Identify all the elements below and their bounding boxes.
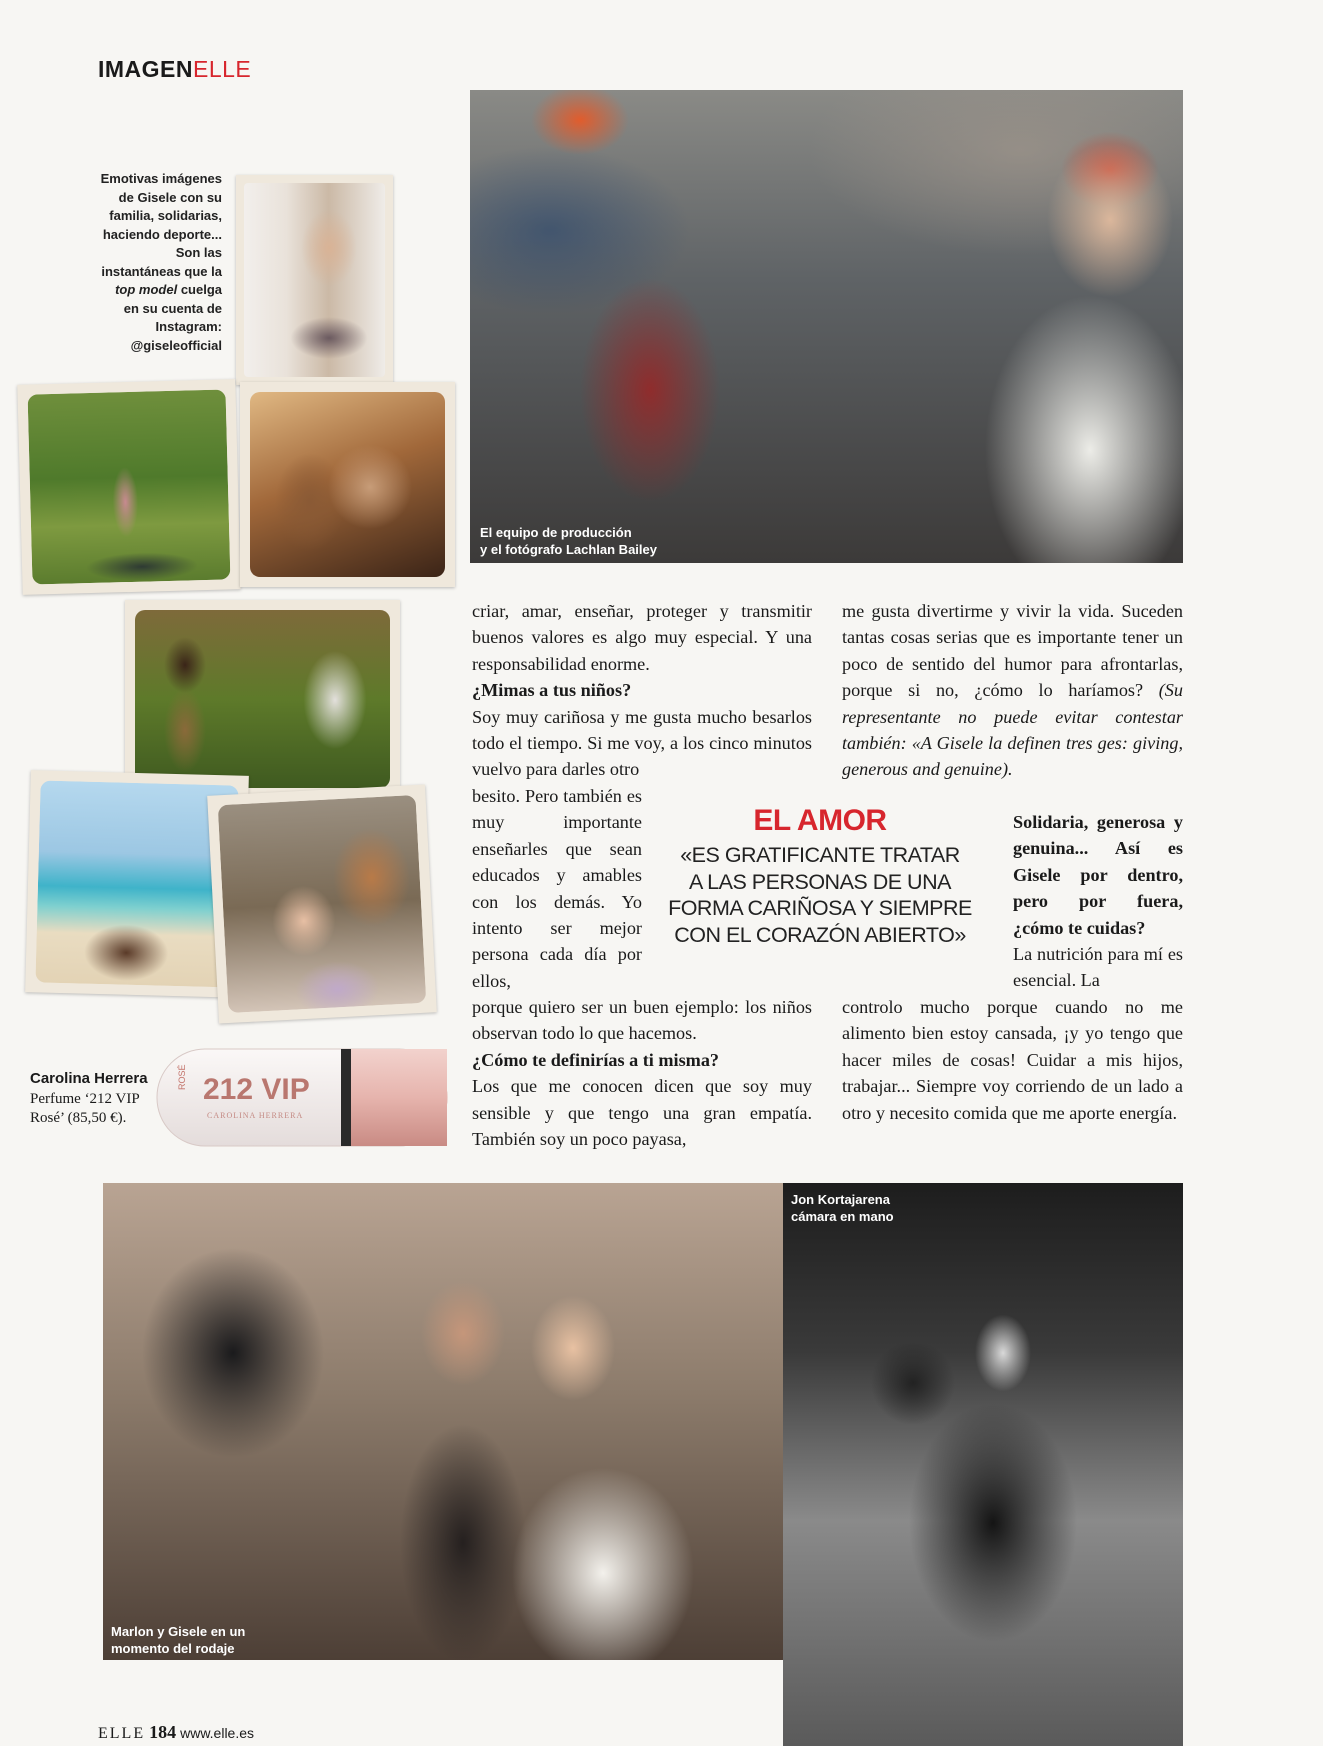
caption-text: Emotivas imágenes de Gisele con su familia, solidarias, haciendo deporte... Son las instantáneas que la [100,171,222,279]
pull-quote-line: FORMA CARIÑOSA Y SIEMPRE [668,896,972,920]
article-column-1 [472,598,812,783]
paragraph [842,598,1183,783]
question: ¿Mimas a tus niños? [472,680,632,701]
photo-production-team [470,90,1183,563]
photo-caption-line: Jon Kortajarena [791,1192,890,1207]
photo-caption-line: cámara en mano [791,1209,894,1224]
perfume-caption [30,1069,158,1129]
question: Solidaria, generosa y genuina... Así es Gisele por dentro, pero por fuera, ¿cómo te cuidas? [1013,812,1183,938]
article-column-2-lower [842,994,1183,1126]
instagram-photo-charity [125,600,400,798]
section-label-brand: ELLE [193,56,252,82]
photo-caption-line: momento del rodaje [111,1641,235,1656]
paragraph-italic: (Su representante no puede evitar contestar también: «A Gisele la definen tres ges: giving, generous and genuine). [842,680,1183,780]
instagram-photo-portrait [236,175,393,385]
pull-quote-line: A LAS PERSONAS DE UNA [689,869,951,894]
instagram-photo-baby [207,784,437,1023]
instagram-photo-yoga [17,379,240,595]
bottle-maker: CAROLINA HERRERA [207,1111,304,1120]
perfume-brand: Carolina Herrera [30,1070,148,1087]
photo-jon-kortajarena [783,1183,1183,1746]
pull-quote [640,842,1000,948]
caption-text: cuelga en su cuenta de Instagram: @giseleofficial [123,282,222,353]
paragraph: porque quiero ser un buen ejemplo: los niños observan todo lo que hacemos. [472,997,812,1044]
footer-url[interactable]: www.elle.es [180,1725,255,1741]
paragraph: Soy muy cariñosa y me gusta mucho besarlos todo el tiempo. Si me voy, a los cinco minutos vuelvo para darles otro [472,706,812,780]
article-column-2-narrow [1013,809,1183,994]
perfume-text: Perfume ‘212 VIP Rosé’ (85,50 €). [30,1090,140,1126]
article-column-1-lower [472,994,812,1152]
paragraph-text: me gusta divertirme y vivir la vida. Suceden tantas cosas serias que es importante tener un poco de sentido del humor para afrontarlas, porque si no, ¿cómo lo haríamos? [842,601,1183,701]
bottle-label: 212 VIP [203,1073,310,1106]
footer-brand: ELLE [98,1725,146,1742]
page-footer [98,1722,254,1743]
photo-marlon-gisele [103,1183,783,1660]
paragraph: besito. Pero también es muy importante enseñarles que sean educados y amables con los demás. Yo intento ser mejor persona cada día por ellos, [472,786,642,991]
section-label: IMAGEN [98,56,193,82]
photo-caption-line: y el fotógrafo Lachlan Bailey [480,542,657,557]
paragraph: criar, amar, enseñar, proteger y transmitir buenos valores es algo muy especial. Y una responsabilidad enorme. [472,601,812,674]
section-header [98,56,251,83]
photo-caption-line: El equipo de producción [480,525,632,540]
pull-quote-line: CON EL CORAZÓN ABIERTO» [674,922,966,947]
article-column-2 [842,598,1183,783]
caption-italic: top model [115,282,178,297]
photo-caption-line: Marlon y Gisele en un [111,1624,246,1639]
paragraph: controlo mucho porque cuando no me alimento bien estoy cansada, ¡y yo tengo que hacer miles de cosas! Cuidar a mis hijos, trabajar... Siempre voy corriendo de un lado a otro y necesito comida que me aporte energía. [842,997,1183,1123]
pull-quote-title: EL AMOR [753,804,887,837]
perfume-bottle [155,1045,455,1150]
pull-quote-line: «ES GRATIFICANTE TRATAR [680,843,960,867]
instagram-photo-kiss [240,382,455,587]
instagram-caption [100,170,222,355]
page-number: 184 [149,1722,177,1742]
article-column-1-narrow [472,783,642,994]
paragraph: Los que me conocen dicen que soy muy sensible y que tengo una gran empatía. También soy un poco payasa, [472,1076,812,1150]
bottle-rose-label: ROSÉ [177,1064,187,1090]
paragraph: La nutrición para mí es esencial. La [1013,944,1183,991]
question: ¿Cómo te definirías a ti misma? [472,1049,720,1070]
